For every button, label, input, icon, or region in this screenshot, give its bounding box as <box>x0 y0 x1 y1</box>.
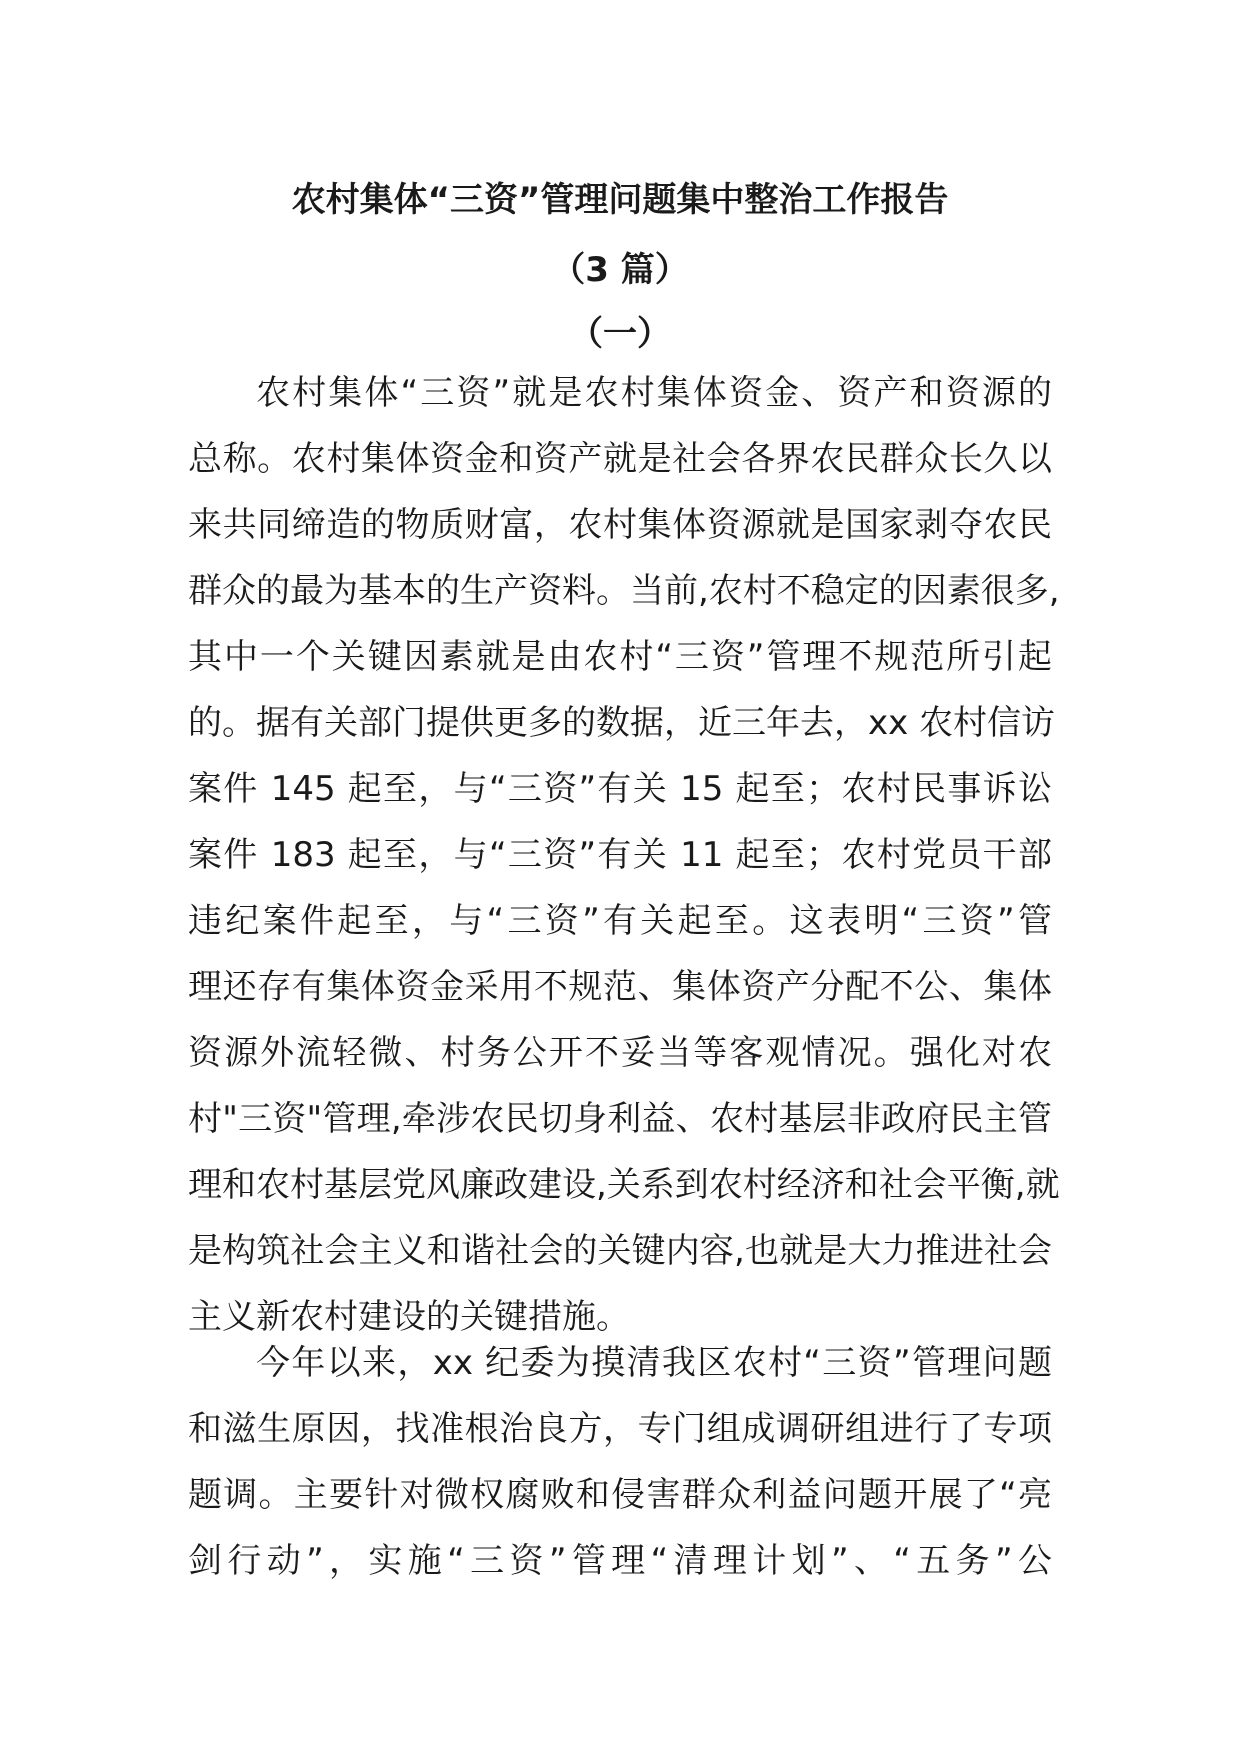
paragraph-line: 理还存有集体资金采用不规范、集体资产分配不公、集体 <box>188 967 1052 1007</box>
paragraph-line: 案件 145 起至，与“三资”有关 15 起至；农村民事诉讼 <box>188 769 1052 809</box>
paragraph-line: 案件 183 起至，与“三资”有关 11 起至；农村党员干部 <box>188 835 1052 875</box>
paragraph-line: 群众的最为基本的生产资料。当前,农村不稳定的因素很多, <box>188 571 1060 611</box>
paragraph-line: 总称。农村集体资金和资产就是社会各界农民群众长久以 <box>188 439 1052 479</box>
paragraph-line: 违纪案件起至，与“三资”有关起至。这表明“三资”管 <box>188 901 1052 941</box>
paragraph-1 <box>188 360 1060 1350</box>
paragraph-line: 主义新农村建设的关键措施。 <box>188 1297 630 1337</box>
paragraph-line: 今年以来，xx 纪委为摸清我区农村“三资”管理问题 <box>256 1343 1052 1383</box>
document-title: 农村集体“三资”管理问题集中整治工作报告 <box>291 180 949 220</box>
paragraph-line: 的。据有关部门提供更多的数据，近三年去，xx 农村信访 <box>188 703 1056 743</box>
paragraph-line: 农村集体“三资”就是农村集体资金、资产和资源的 <box>256 373 1052 413</box>
paragraph-2 <box>188 1330 1052 1594</box>
document-subtitle: （3 篇） <box>551 250 689 290</box>
section-heading: （一） <box>569 314 671 354</box>
paragraph-line: 村"三资"管理,牵涉农民切身利益、农村基层非政府民主管 <box>188 1099 1052 1139</box>
paragraph-line: 和滋生原因，找准根治良方，专门组成调研组进行了专项 <box>188 1409 1052 1449</box>
paragraph-line: 资源外流轻微、村务公开不妥当等客观情况。强化对农 <box>188 1033 1052 1073</box>
paragraph-line: 剑行动”，实施“三资”管理“清理计划”、“五务”公 <box>188 1541 1052 1581</box>
paragraph-line: 是构筑社会主义和谐社会的关键内容,也就是大力推进社会 <box>188 1231 1052 1271</box>
paragraph-line: 来共同缔造的物质财富，农村集体资源就是国家剥夺农民 <box>188 505 1052 545</box>
paragraph-line: 其中一个关键因素就是由农村“三资”管理不规范所引起 <box>188 637 1052 677</box>
paragraph-line: 题调。主要针对微权腐败和侵害群众利益问题开展了“亮 <box>188 1475 1052 1515</box>
paragraph-line: 理和农村基层党风廉政建设,关系到农村经济和社会平衡,就 <box>188 1165 1060 1205</box>
